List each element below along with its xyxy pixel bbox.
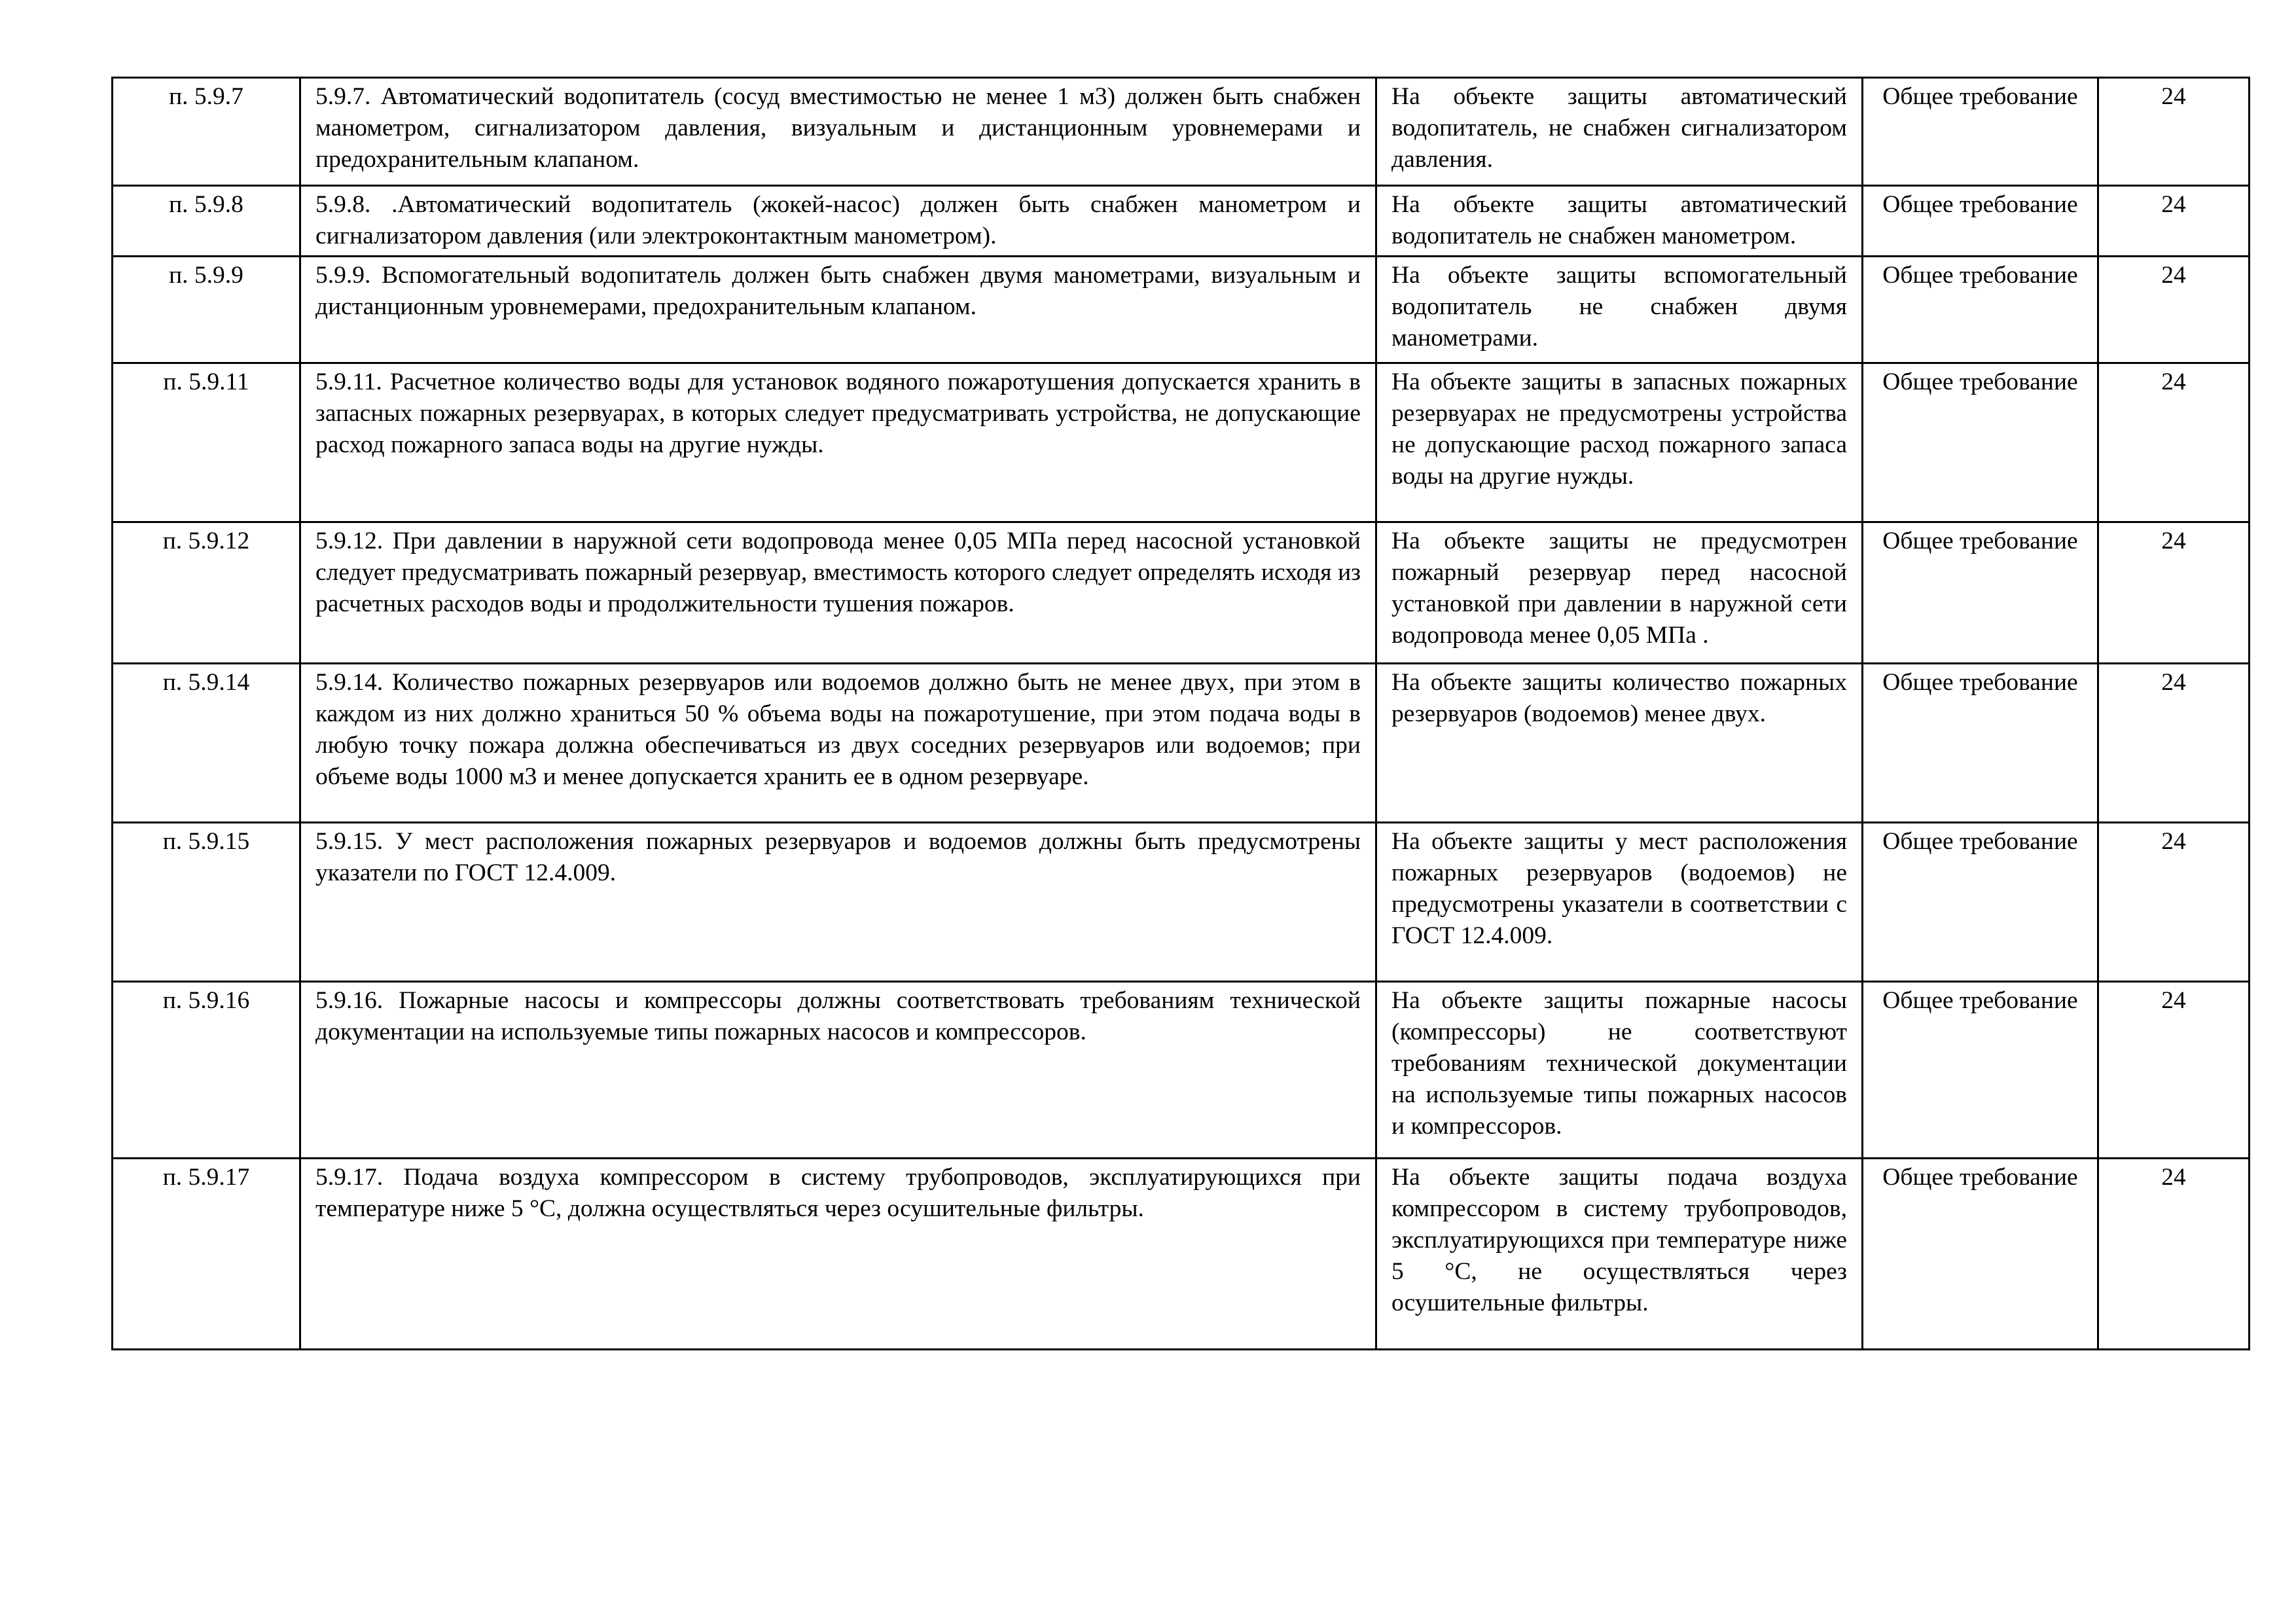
clause-cell: п. 5.9.15 <box>113 823 300 982</box>
clause-cell: п. 5.9.9 <box>113 257 300 363</box>
table-row <box>113 78 2250 186</box>
category-cell: Общее требование <box>1863 823 2098 982</box>
requirements-table <box>111 77 2250 1350</box>
requirement-cell: 5.9.16. Пожарные насосы и компрессоры должны соответствовать требованиям технической документации на используемые типы пожарных насосов и компрессоров. <box>300 982 1376 1159</box>
requirement-cell: 5.9.11. Расчетное количество воды для установок водяного пожаротушения допускается хранить в запасных пожарных резервуарах, в которых следует предусматривать устройства, не допускающие расход пожарного запаса воды на другие нужды. <box>300 363 1376 522</box>
violation-cell: На объекте защиты пожарные насосы (компрессоры) не соответствуют требованиям технической документации на используемые типы пожарных насосов и компрессоров. <box>1376 982 1863 1159</box>
table-row <box>113 186 2250 257</box>
number-cell: 24 <box>2098 1159 2250 1350</box>
table-row <box>113 522 2250 664</box>
violation-cell: На объекте защиты подача воздуха компрессором в систему трубопроводов, эксплуатирующихся при температуре ниже 5 °С, не осуществляться через осушительные фильтры. <box>1376 1159 1863 1350</box>
requirement-cell: 5.9.7. Автоматический водопитатель (сосуд вместимостью не менее 1 м3) должен быть снабжен манометром, сигнализатором давления, визуальным и дистанционным уровнемерами и предохранительным клапаном. <box>300 78 1376 186</box>
number-cell: 24 <box>2098 982 2250 1159</box>
table-row <box>113 823 2250 982</box>
violation-cell: На объекте защиты автоматический водопитатель, не снабжен сигнализатором давления. <box>1376 78 1863 186</box>
table-row <box>113 257 2250 363</box>
clause-cell: п. 5.9.8 <box>113 186 300 257</box>
number-cell: 24 <box>2098 257 2250 363</box>
category-cell: Общее требование <box>1863 186 2098 257</box>
clause-cell: п. 5.9.12 <box>113 522 300 664</box>
category-cell: Общее требование <box>1863 1159 2098 1350</box>
category-cell: Общее требование <box>1863 363 2098 522</box>
violation-cell: На объекте защиты количество пожарных резервуаров (водоемов) менее двух. <box>1376 664 1863 823</box>
table-row <box>113 1159 2250 1350</box>
category-cell: Общее требование <box>1863 522 2098 664</box>
number-cell: 24 <box>2098 823 2250 982</box>
category-cell: Общее требование <box>1863 982 2098 1159</box>
number-cell: 24 <box>2098 78 2250 186</box>
clause-cell: п. 5.9.17 <box>113 1159 300 1350</box>
category-cell: Общее требование <box>1863 257 2098 363</box>
requirement-cell: 5.9.8. .Автоматический водопитатель (жокей-насос) должен быть снабжен манометром и сигнализатором давления (или электроконтактным манометром). <box>300 186 1376 257</box>
number-cell: 24 <box>2098 664 2250 823</box>
category-cell: Общее требование <box>1863 78 2098 186</box>
number-cell: 24 <box>2098 186 2250 257</box>
number-cell: 24 <box>2098 363 2250 522</box>
requirement-cell: 5.9.15. У мест расположения пожарных резервуаров и водоемов должны быть предусмотрены указатели по ГОСТ 12.4.009. <box>300 823 1376 982</box>
violation-cell: На объекте защиты в запасных пожарных резервуарах не предусмотрены устройства не допускающие расход пожарного запаса воды на другие нужды. <box>1376 363 1863 522</box>
clause-cell: п. 5.9.7 <box>113 78 300 186</box>
requirement-cell: 5.9.17. Подача воздуха компрессором в систему трубопроводов, эксплуатирующихся при температуре ниже 5 °С, должна осуществляться через осушительные фильтры. <box>300 1159 1376 1350</box>
requirement-cell: 5.9.14. Количество пожарных резервуаров или водоемов должно быть не менее двух, при этом в каждом из них должно храниться 50 % объема воды на пожаротушение, при этом подача воды в любую точку пожара должна обеспечиваться из двух соседних резервуаров или водоемов; при объеме воды 1000 м3 и менее допускается хранить ее в одном резервуаре. <box>300 664 1376 823</box>
violation-cell: На объекте защиты автоматический водопитатель не снабжен манометром. <box>1376 186 1863 257</box>
number-cell: 24 <box>2098 522 2250 664</box>
violation-cell: На объекте защиты не предусмотрен пожарный резервуар перед насосной установкой при давлении в наружной сети водопровода менее 0,05 МПа . <box>1376 522 1863 664</box>
clause-cell: п. 5.9.16 <box>113 982 300 1159</box>
category-cell: Общее требование <box>1863 664 2098 823</box>
violation-cell: На объекте защиты вспомогательный водопитатель не снабжен двумя манометрами. <box>1376 257 1863 363</box>
clause-cell: п. 5.9.14 <box>113 664 300 823</box>
clause-cell: п. 5.9.11 <box>113 363 300 522</box>
table-row <box>113 363 2250 522</box>
table-row <box>113 664 2250 823</box>
violation-cell: На объекте защиты у мест расположения пожарных резервуаров (водоемов) не предусмотрены указатели в соответствии с ГОСТ 12.4.009. <box>1376 823 1863 982</box>
table-row <box>113 982 2250 1159</box>
requirement-cell: 5.9.9. Вспомогательный водопитатель должен быть снабжен двумя манометрами, визуальным и дистанционным уровнемерами, предохранительным клапаном. <box>300 257 1376 363</box>
requirement-cell: 5.9.12. При давлении в наружной сети водопровода менее 0,05 МПа перед насосной установкой следует предусматривать пожарный резервуар, вместимость которого следует определять исходя из расчетных расходов воды и продолжительности тушения пожаров. <box>300 522 1376 664</box>
